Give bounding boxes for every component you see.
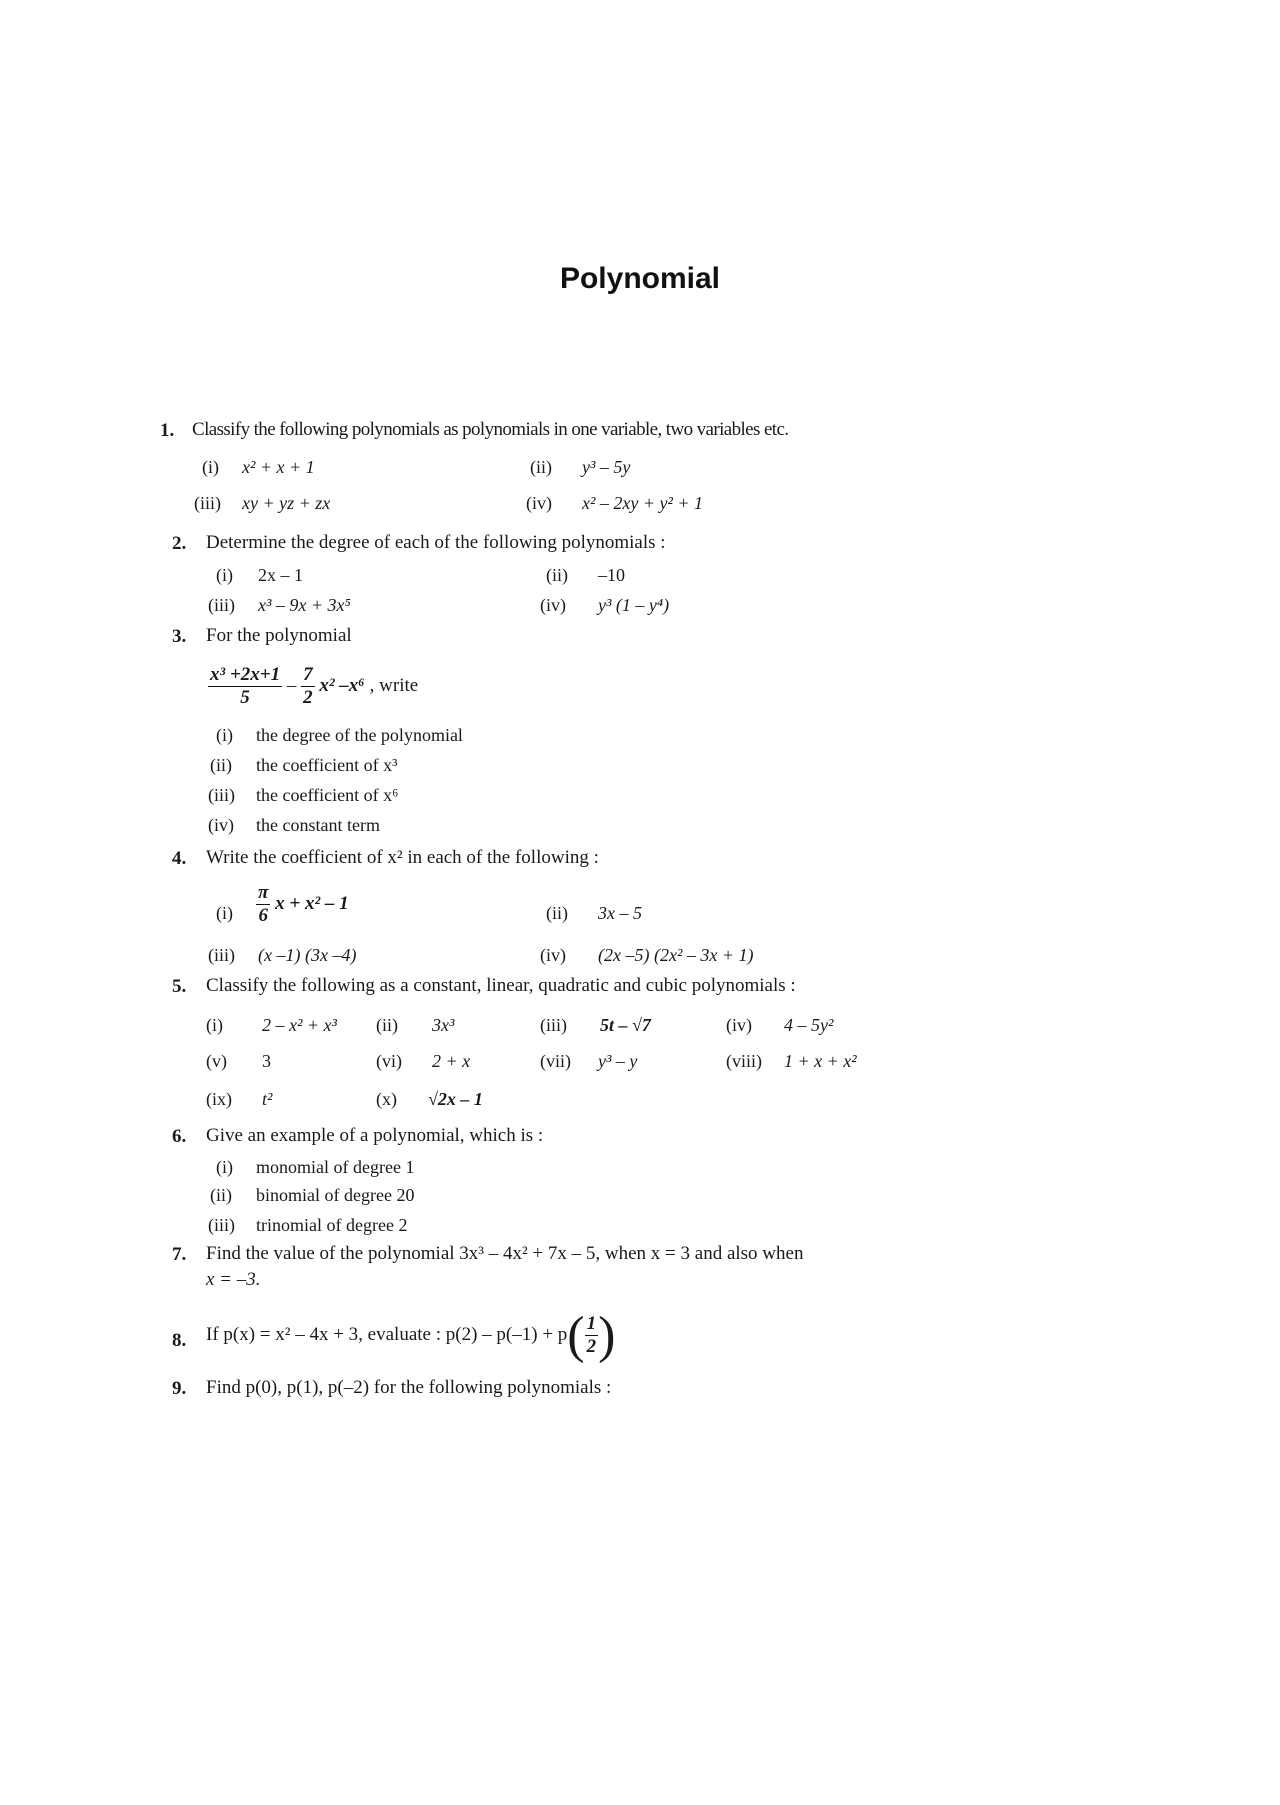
q2-item-4-expr: y³ (1 – y⁴) [598,595,670,615]
q5-number: 5. [172,976,187,997]
q6-text: Give an example of a polynomial, which is : [206,1125,544,1146]
q3-item-1-label: (i) [216,725,233,745]
q3-item-2-text: the coefficient of x³ [256,755,398,775]
q5-item-4-label: (iv) [726,1015,752,1035]
q3-fraction-1-denominator: 5 [240,687,250,708]
q3-item-3-text: the coefficient of x⁶ [256,785,399,805]
q5-item-1-label: (i) [206,1015,223,1035]
q3-item-1-text: the degree of the polynomial [256,725,463,745]
q4-item-2-expr: 3x – 5 [598,903,642,923]
q4-number: 4. [172,848,187,869]
q5-item-6-expr: 2 + x [432,1051,471,1071]
q9-text: Find p(0), p(1), p(–2) for the following polynomials : [206,1377,612,1398]
q8-fraction-denominator: 2 [586,1336,597,1357]
q4-item-3-label: (iii) [208,945,235,965]
q5-item-4-expr: 4 – 5y² [784,1015,834,1035]
q5-item-6-label: (vi) [376,1051,402,1071]
q4-item-1-tail: x + x² – 1 [275,892,349,914]
q2-item-3-label: (iii) [208,595,235,615]
q3-write: , write [369,674,419,696]
q3-tail: x² –x⁶ [319,674,365,696]
q2-item-2-expr: –10 [598,565,625,585]
q4-fraction-denominator: 6 [258,905,268,926]
q4-item-2-label: (ii) [546,903,568,923]
q3-item-4-text: the constant term [256,815,380,835]
q5-item-7-label: (vii) [540,1051,571,1071]
q6-item-2-text: binomial of degree 20 [256,1185,415,1205]
q4-item-1-expr [256,882,349,927]
q7-text-line-2: x = –3. [206,1269,261,1290]
q8-paren-open: ( [567,1307,585,1364]
q5-item-2-expr: 3x³ [432,1015,455,1035]
q3-item-2-label: (ii) [210,755,232,775]
q2-number: 2. [172,533,187,554]
q1-number: 1. [160,420,175,441]
q3-fraction-2 [301,664,315,709]
q8-fraction-numerator: 1 [586,1313,597,1334]
q1-item-2-expr: y³ – 5y [582,457,631,477]
q7-text: Find the value of the polynomial 3x³ – 4x² + 7x – 5, when x = 3 and also when [206,1243,804,1264]
q5-item-8-label: (viii) [726,1051,762,1071]
q6-item-1-text: monomial of degree 1 [256,1157,415,1177]
q3-fraction-1-numerator: x³ +2x+1 [210,664,281,685]
q4-text: Write the coefficient of x² in each of the following : [206,847,599,868]
q3-fraction-2-numerator: 7 [303,664,313,685]
q1-item-4-expr: x² – 2xy + y² + 1 [582,493,704,513]
q5-item-5-expr: 3 [262,1051,271,1071]
q3-minus: – [286,674,297,696]
q3-item-3-label: (iii) [208,785,235,805]
q7-number: 7. [172,1244,187,1265]
page-title: Polynomial [559,262,721,295]
q6-item-3-text: trinomial of degree 2 [256,1215,408,1235]
q3-text: For the polynomial [206,625,352,646]
q5-item-2-label: (ii) [376,1015,398,1035]
q4-item-1-label: (i) [216,903,233,923]
q5-text: Classify the following as a constant, linear, quadratic and cubic polynomials : [206,975,796,996]
q1-item-2-label: (ii) [530,457,552,477]
q8-text: If p(x) = x² – 4x + 3, evaluate : p(2) – p(–1) + p [206,1323,568,1345]
q6-number: 6. [172,1126,187,1147]
q1-item-3-label: (iii) [194,493,221,513]
q3-fraction-1 [208,664,282,709]
q5-item-3-expr: 5t – √7 [600,1015,651,1035]
q2-item-3-expr: x³ – 9x + 3x⁵ [258,595,351,615]
q5-item-8-expr: 1 + x + x² [784,1051,857,1071]
q1-item-1-expr: x² + x + 1 [242,457,315,477]
q1-item-4-label: (iv) [526,493,552,513]
q2-item-2-label: (ii) [546,565,568,585]
q2-item-1-label: (i) [216,565,233,585]
q1-item-3-expr: xy + yz + zx [242,493,331,513]
q3-item-4-label: (iv) [208,815,234,835]
q5-item-10-label: (x) [376,1089,397,1109]
q6-item-1-label: (i) [216,1157,233,1177]
q5-item-9-expr: t² [262,1089,273,1109]
q2-item-4-label: (iv) [540,595,566,615]
q5-item-3-label: (iii) [540,1015,567,1035]
q6-item-3-label: (iii) [208,1215,235,1235]
q8-expression [206,1306,615,1365]
q2-item-1-expr: 2x – 1 [258,565,303,585]
q4-fraction [256,882,270,927]
q1-text: Classify the following polynomials as polynomials in one variable, two variables etc. [192,419,789,440]
q5-item-10-expr: √2x – 1 [428,1089,483,1109]
q4-item-4-expr: (2x –5) (2x² – 3x + 1) [598,945,754,965]
q8-paren-close: ) [598,1307,616,1364]
q3-number: 3. [172,626,187,647]
q1-item-1-label: (i) [202,457,219,477]
q3-fraction-2-denominator: 2 [303,687,313,708]
q5-item-1-expr: 2 – x² + x³ [262,1015,337,1035]
q8-number: 8. [172,1330,187,1351]
q8-fraction [585,1313,599,1358]
q5-item-5-label: (v) [206,1051,227,1071]
q4-item-4-label: (iv) [540,945,566,965]
q5-item-7-expr: y³ – y [598,1051,638,1071]
q5-item-9-label: (ix) [206,1089,232,1109]
q3-expression [208,664,418,709]
q4-item-3-expr: (x –1) (3x –4) [258,945,357,965]
q4-fraction-numerator: π [258,882,269,903]
q6-item-2-label: (ii) [210,1185,232,1205]
q2-text: Determine the degree of each of the following polynomials : [206,532,666,553]
q9-number: 9. [172,1378,187,1399]
